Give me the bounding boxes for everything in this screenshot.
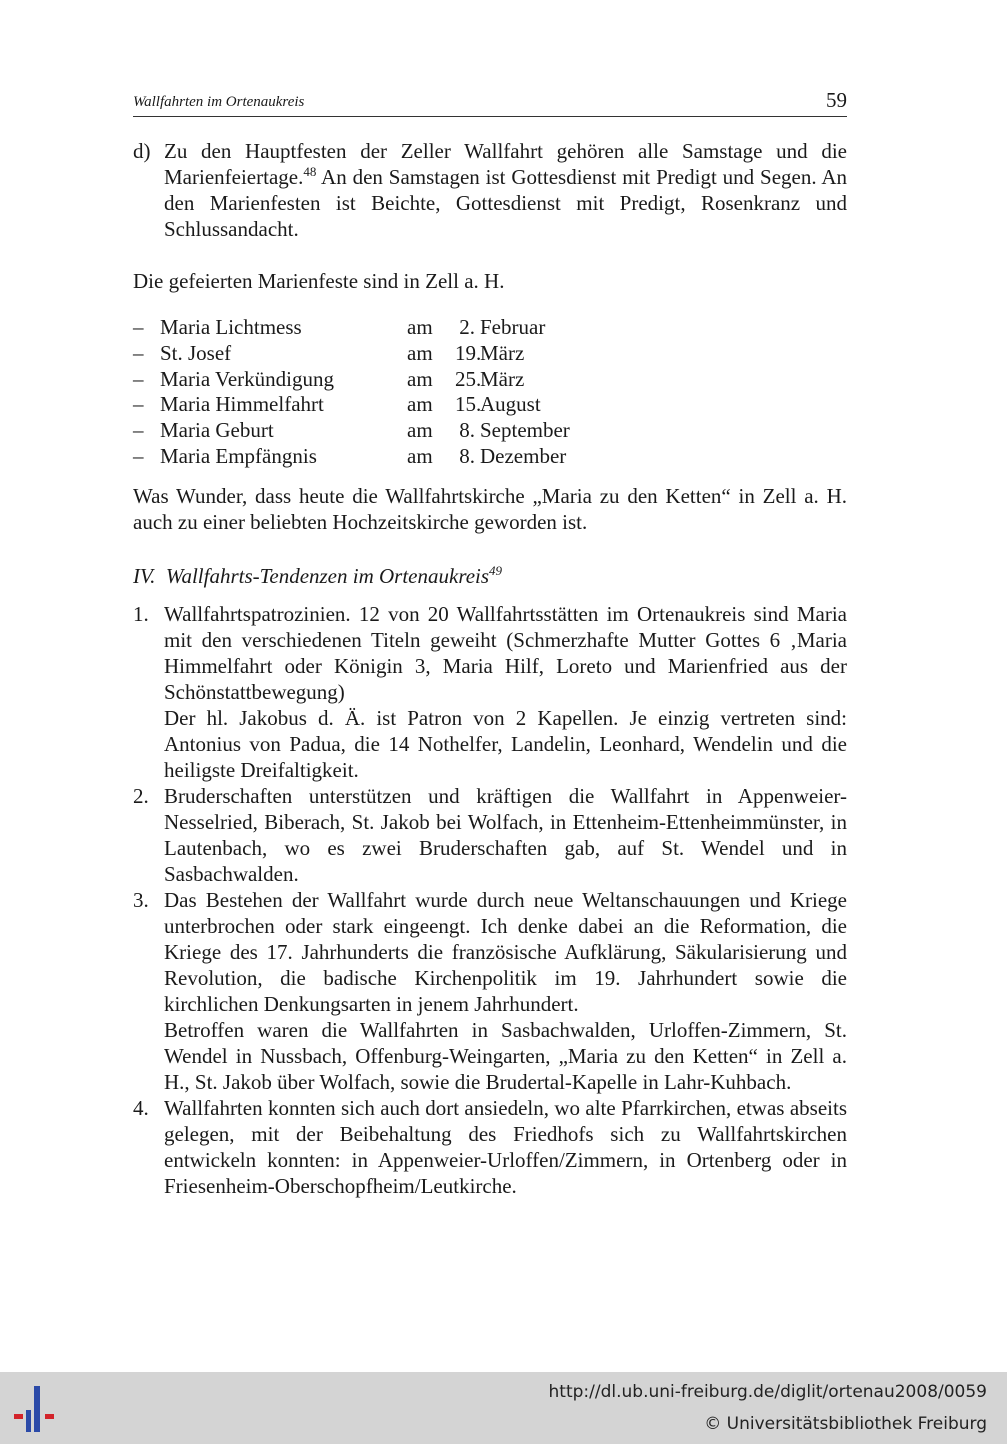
festival-am: am — [407, 340, 433, 365]
festival-name: Maria Himmelfahrt — [160, 392, 324, 417]
festival-day: 15. — [455, 392, 482, 417]
festival-day: 8. — [459, 443, 475, 468]
festival-month: August — [480, 392, 541, 417]
festival-name: Maria Geburt — [160, 418, 274, 443]
page-body — [133, 138, 847, 1199]
festival-name: Maria Empfängnis — [160, 443, 317, 468]
footnote-ref: 48 — [303, 164, 317, 179]
festival-row — [133, 340, 847, 366]
festival-month: Dezember — [480, 443, 567, 468]
festival-row — [133, 443, 847, 469]
list-item — [133, 601, 847, 783]
festival-name: Maria Lichtmess — [160, 315, 302, 339]
item-marker: 2. — [133, 783, 149, 808]
item-paragraph: Wallfahrten konnten sich auch dort ansiedeln, wo alte Pfarrkirchen, etwas abseits gelegen, mit der Beibehaltung des Friedhofs sich zu Wallfahrtskirchen entwickeln konnten: in Appenweier-Urloffen/Zimmern, in Ortenberg oder in Friesenheim-Oberschopfheim/Leutkirche. — [164, 1095, 847, 1198]
intro-paragraph — [164, 138, 847, 242]
running-head — [133, 88, 847, 117]
section-heading — [133, 563, 847, 589]
festival-month: März — [480, 340, 525, 365]
item-paragraph: Das Bestehen der Wallfahrt wurde durch neue Weltanschauungen und Kriege unterbrochen oder stark eingeengt. Ich denke dabei an die Reformation, die Kriege des 17. Jahrhunderts die französische Aufklärung, Säkularisierung und Revolution, die badische Kirchenpolitik im 19. Jahrhundert sowie die kirchlichen Denkungsarten in jenem Jahrhundert. — [164, 887, 847, 1016]
festival-month: Februar — [480, 315, 546, 339]
page-number: 59 — [826, 88, 847, 112]
intro-item — [133, 138, 847, 242]
source-url-link[interactable]: http://dl.ub.uni-freiburg.de/diglit/ortenau2008/0059 — [548, 1382, 987, 1402]
copyright-notice: © Universitätsbibliothek Freiburg — [704, 1414, 987, 1434]
festival-row — [133, 314, 847, 340]
festival-name: Maria Verkündigung — [160, 366, 334, 391]
list-item — [133, 1095, 847, 1199]
festival-dash: – — [133, 315, 144, 339]
festival-list — [133, 314, 847, 469]
item-marker: 3. — [133, 887, 149, 912]
section-title: Wallfahrts-Tendenzen im Ortenaukreis — [165, 563, 490, 588]
festival-row — [133, 391, 847, 417]
festival-am: am — [407, 443, 433, 468]
footer-bar — [0, 1372, 1007, 1444]
festival-am: am — [407, 366, 433, 391]
festival-day: 8. — [459, 418, 475, 443]
festival-month: März — [480, 366, 525, 391]
festival-am: am — [407, 315, 433, 339]
festival-day: 19. — [455, 340, 482, 365]
list-item — [133, 887, 847, 1095]
item-paragraph: Bruderschaften unterstützen und kräftigen die Wallfahrt in Appenweier-Nesselried, Biberach, St. Jakob bei Wolfach, in Ettenheim-Ettenheimmünster, in Lautenbach, wo es zwei Bruderschaften gab, auf St. Wendel und in Sasbachwalden. — [164, 783, 847, 886]
festival-dash: – — [133, 392, 144, 417]
festival-name: St. Josef — [160, 340, 232, 365]
festival-month: September — [480, 418, 570, 443]
festivals-intro: Die gefeierten Marienfeste sind in Zell a. H. — [133, 269, 505, 293]
ub-freiburg-logo-icon — [12, 1384, 64, 1436]
festival-am: am — [407, 418, 433, 443]
item-marker: 4. — [133, 1095, 149, 1120]
running-title: Wallfahrten im Ortenaukreis — [133, 94, 305, 110]
item-paragraph: Betroffen waren die Wallfahrten in Sasbachwalden, Urloffen-Zimmern, St. Wendel in Nussbach, Offenburg-Weingarten, „Maria zu den Ketten“ in Zell a. H., St. Jakob über Wolfach, sowie die Brudertal-Kapelle in Lahr-Kuhbach. — [164, 1017, 847, 1094]
intro-text: Zu den Hauptfesten der Zeller Wallfahrt gehören alle Samstage und die Marienfeiertage. — [164, 139, 847, 189]
festival-dash: – — [133, 443, 144, 468]
festival-row — [133, 417, 847, 443]
section-number: IV. — [133, 563, 156, 588]
footnote-ref: 49 — [489, 562, 503, 578]
festival-row — [133, 366, 847, 392]
numbered-list — [133, 601, 847, 1199]
item-paragraph: Der hl. Jakobus d. Ä. ist Patron von 2 Kapellen. Je einzig vertreten sind: Antonius von Padua, die 14 Nothelfer, Landelin, Leonhard, Wendelin und die heiligste Dreifaltigkeit. — [164, 705, 847, 782]
item-paragraph: Wallfahrtspatrozinien. 12 von 20 Wallfahrtsstätten im Ortenaukreis sind Maria mit den verschiedenen Titeln geweiht (Schmerzhafte Mutter Gottes 6 ‚Maria Himmelfahrt oder Königin 3, Maria Hilf, Loreto und Marienfried aus der Schönstattbewegung) — [164, 601, 847, 704]
festival-dash: – — [133, 418, 144, 443]
intro-text-continued: An den Samstagen ist Gottesdienst mit Predigt und Segen. An den Marienfesten ist Beichte, Gottesdienst mit Predigt, Rosenkranz und Schlussandacht. — [164, 165, 847, 241]
item-marker: 1. — [133, 601, 149, 626]
festival-day: 2. — [459, 315, 475, 339]
item-marker: d) — [133, 139, 151, 163]
festival-dash: – — [133, 366, 144, 391]
festival-dash: – — [133, 340, 144, 365]
list-item — [133, 783, 847, 887]
conclusion-paragraph: Was Wunder, dass heute die Wallfahrtskirche „Maria zu den Ketten“ in Zell a. H. auch zu einer beliebten Hochzeitskirche geworden ist. — [133, 483, 847, 534]
festival-am: am — [407, 392, 433, 417]
festival-day: 25. — [455, 366, 482, 391]
